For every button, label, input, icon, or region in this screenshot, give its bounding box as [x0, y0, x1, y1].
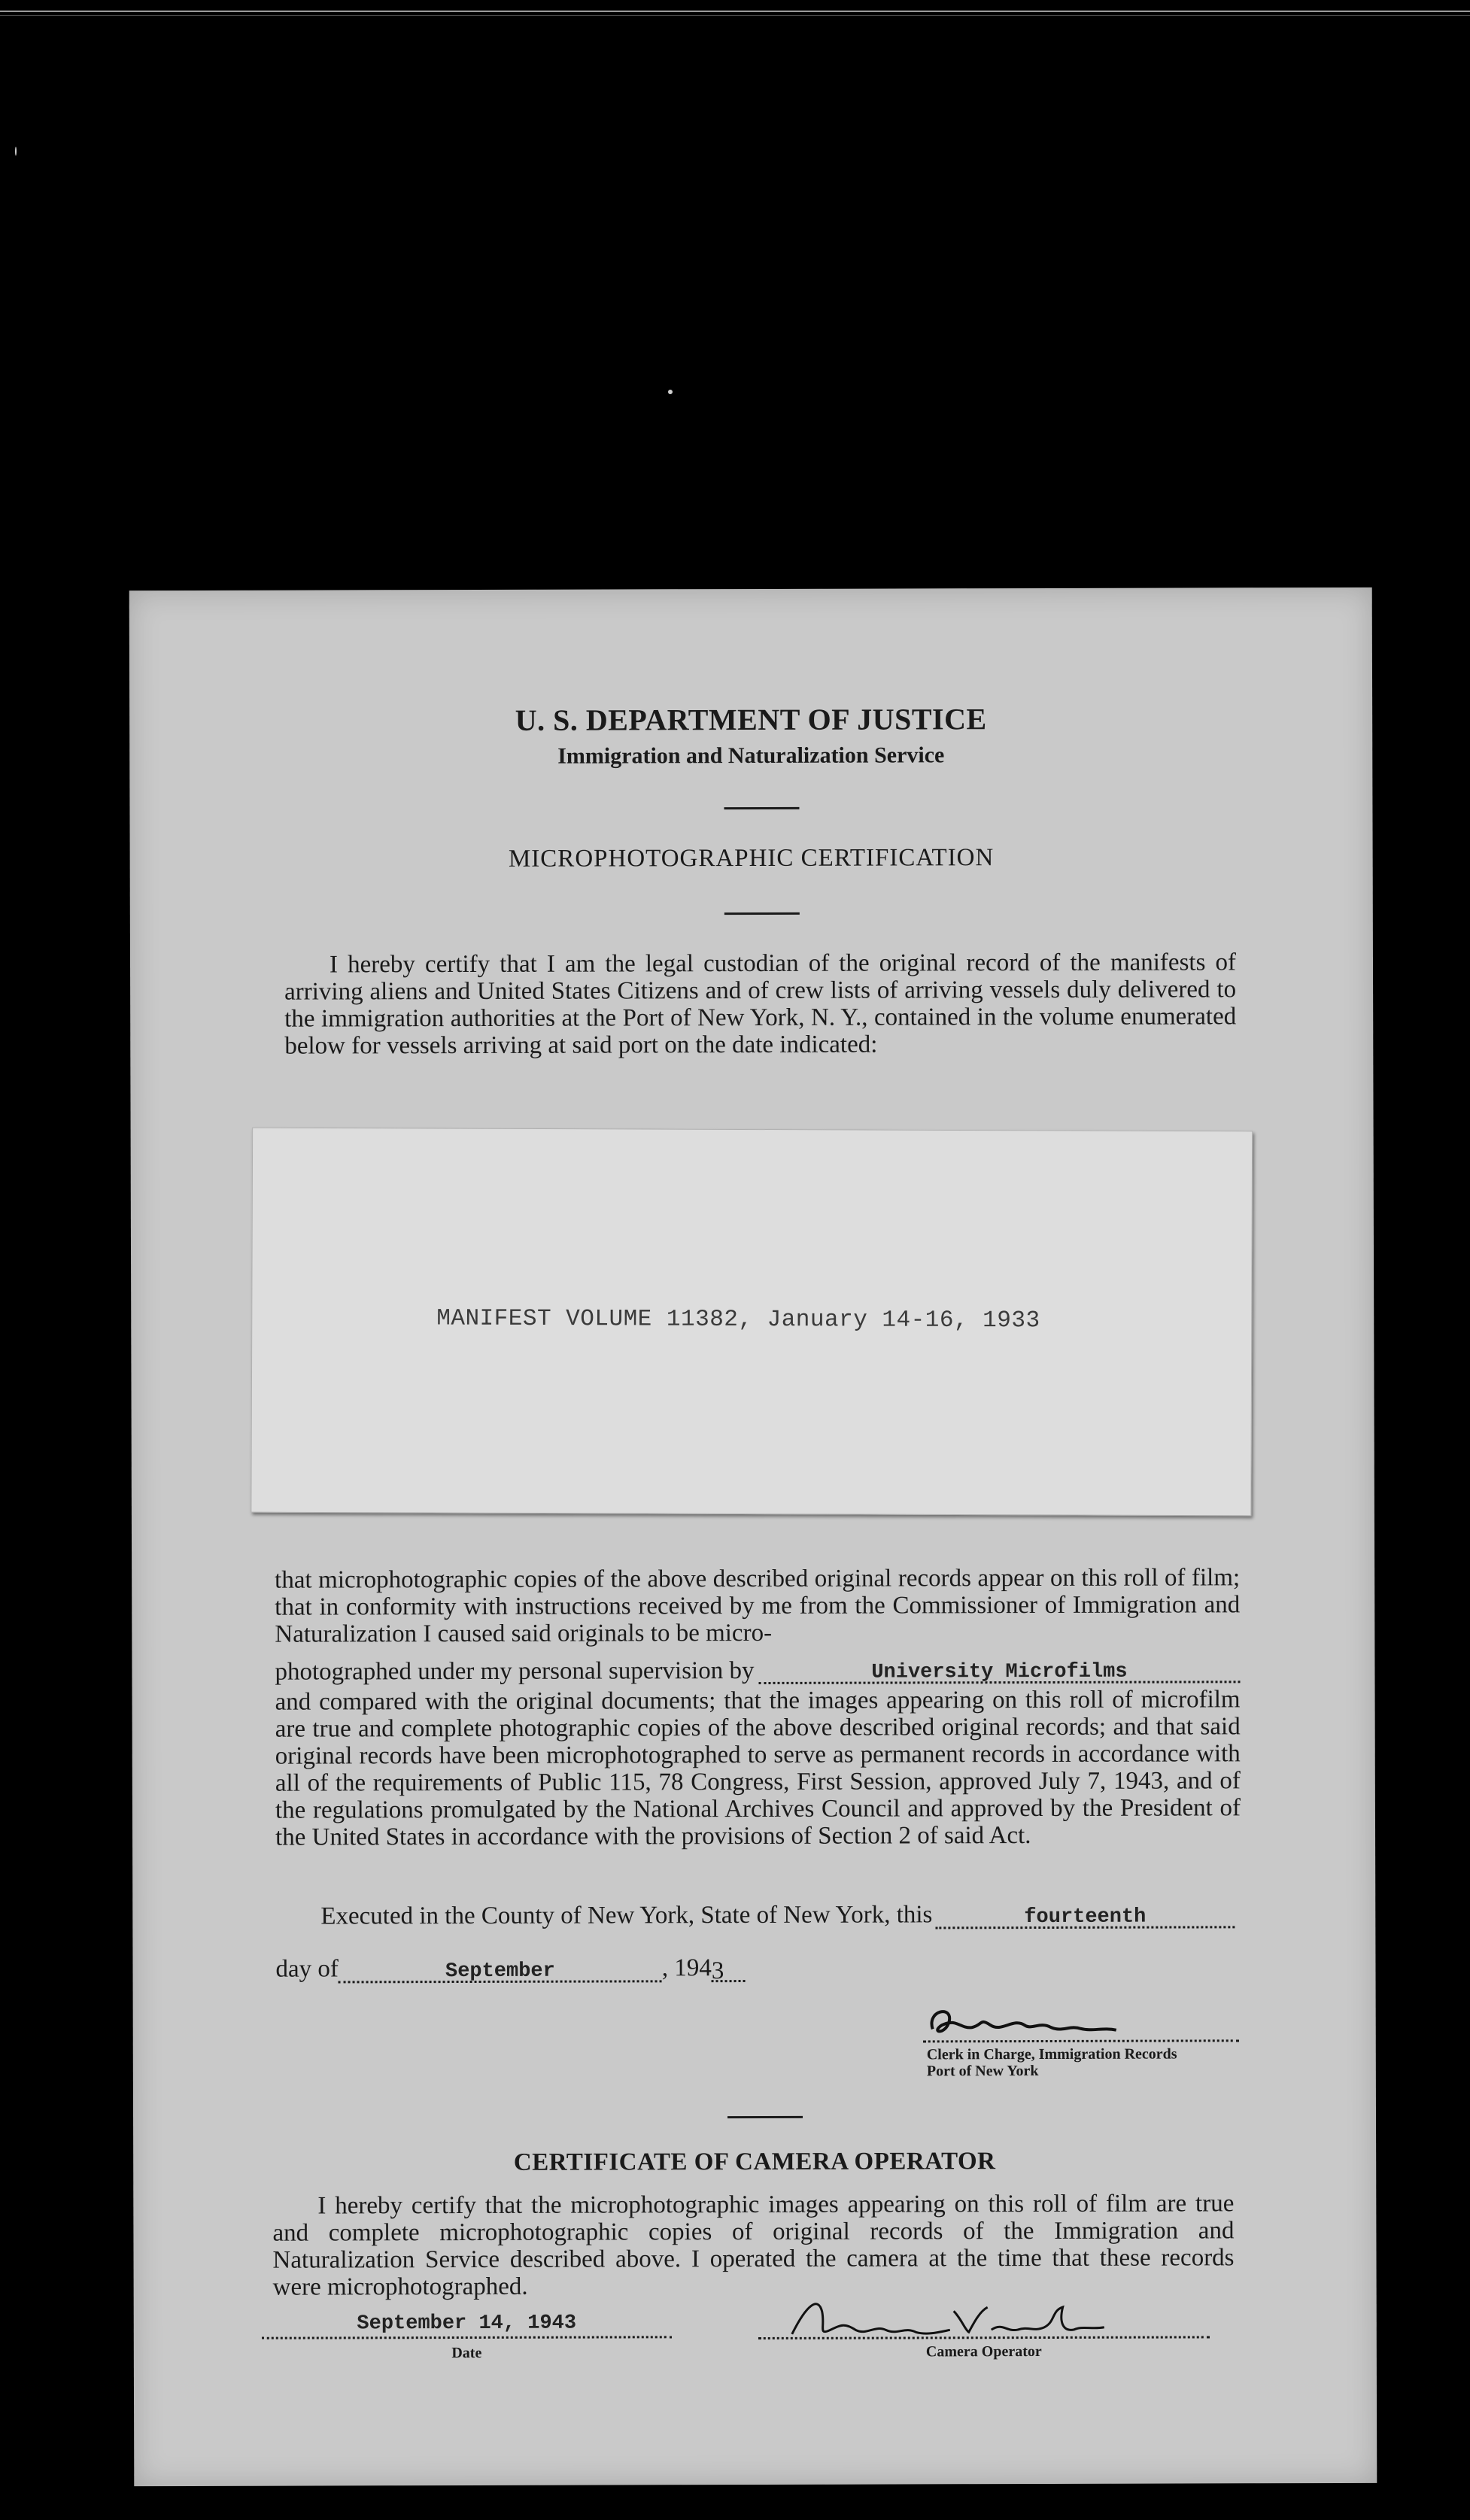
photographed-by-line [275, 1656, 1240, 1685]
date-field [262, 2312, 672, 2339]
year-field [711, 1957, 746, 1985]
executed-day-field [935, 1903, 1235, 1929]
clerk-title-line2: Port of New York [926, 2063, 1039, 2080]
year-digit: 3 [711, 1957, 724, 1985]
executed-day-value: fourteenth [1024, 1905, 1147, 1929]
executed-label: Executed in the County of New York, State of New York, this [320, 1901, 933, 1930]
day-of-label: day of [275, 1955, 339, 1983]
divider [724, 807, 799, 809]
film-speck [15, 147, 17, 156]
date-value: September 14, 1943 [357, 2312, 577, 2336]
department-heading: U. S. DEPARTMENT OF JUSTICE [515, 702, 987, 737]
intro-paragraph: I hereby certify that I am the legal custodian of the original record of the manifests of arriving aliens and United States Citizens and of crew lists of arriving vessels duly delivered to the immigration authorities at the Port of New York, N. Y., contained in the volume enumerated below for vessels arriving at said port on the date indicated: [284, 949, 1237, 1060]
divider [724, 912, 800, 915]
year-prefix: , 194 [661, 1954, 712, 1982]
clerk-signature-line [923, 2038, 1239, 2042]
film-edge-line [0, 15, 1470, 16]
day-of-line [275, 1954, 745, 1984]
camera-operator-signature-line [758, 2334, 1210, 2339]
clerk-title-line1: Clerk in Charge, Immigration Records [926, 2045, 1177, 2063]
month-value: September [445, 1960, 555, 1984]
film-edge-line [0, 11, 1470, 12]
service-subheading: Immigration and Naturalization Service [557, 742, 945, 769]
camera-paragraph: I hereby certify that the microphotographic images appearing on this roll of film are true and complete microphotographic copies of original records of the Immigration and Naturalization Service described above. I operated the camera at the time that these records were microphotographed. [272, 2190, 1235, 2301]
photographed-by-field [758, 1658, 1240, 1684]
clerk-signature [919, 1999, 1145, 2052]
camera-section-title: CERTIFICATE OF CAMERA OPERATOR [513, 2148, 996, 2176]
photographed-by-value: University Microfilms [871, 1660, 1128, 1684]
film-speck [668, 390, 673, 394]
manifest-volume-text: MANIFEST VOLUME 11382, January 14-16, 1933 [436, 1305, 1040, 1334]
certification-paragraph-start: that microphotographic copies of the above described original records appear on this roll of film; that in conformity with instructions received by me from the Commissioner of Immigration and Naturalization I caused said originals to be micro- [275, 1564, 1241, 1648]
photographed-by-label: photographed under my personal supervision by [275, 1656, 755, 1686]
month-field [339, 1957, 662, 1983]
divider [727, 2116, 803, 2118]
camera-operator-label: Camera Operator [925, 2342, 1042, 2361]
pasted-volume-slip [251, 1128, 1253, 1517]
executed-line [275, 1900, 1235, 1930]
certificate-page [129, 587, 1377, 2486]
certification-paragraph-rest: and compared with the original documents; that the images appearing on this roll of microfilm are true and complete photographic copies of the above described original records; and that said original records have been microphotographed to serve as permanent records in accordance with all of the requirements of Public 115, 78 Congress, First Session, approved July 7, 1943, and of the regulations promulgated by the National Archives Council and approved by the President of the United States in accordance with the provisions of Section 2 of said Act. [275, 1686, 1241, 1851]
section-title: MICROPHOTOGRAPHIC CERTIFICATION [508, 844, 995, 873]
clerk-title [927, 2046, 1177, 2080]
date-label: Date [451, 2344, 482, 2362]
